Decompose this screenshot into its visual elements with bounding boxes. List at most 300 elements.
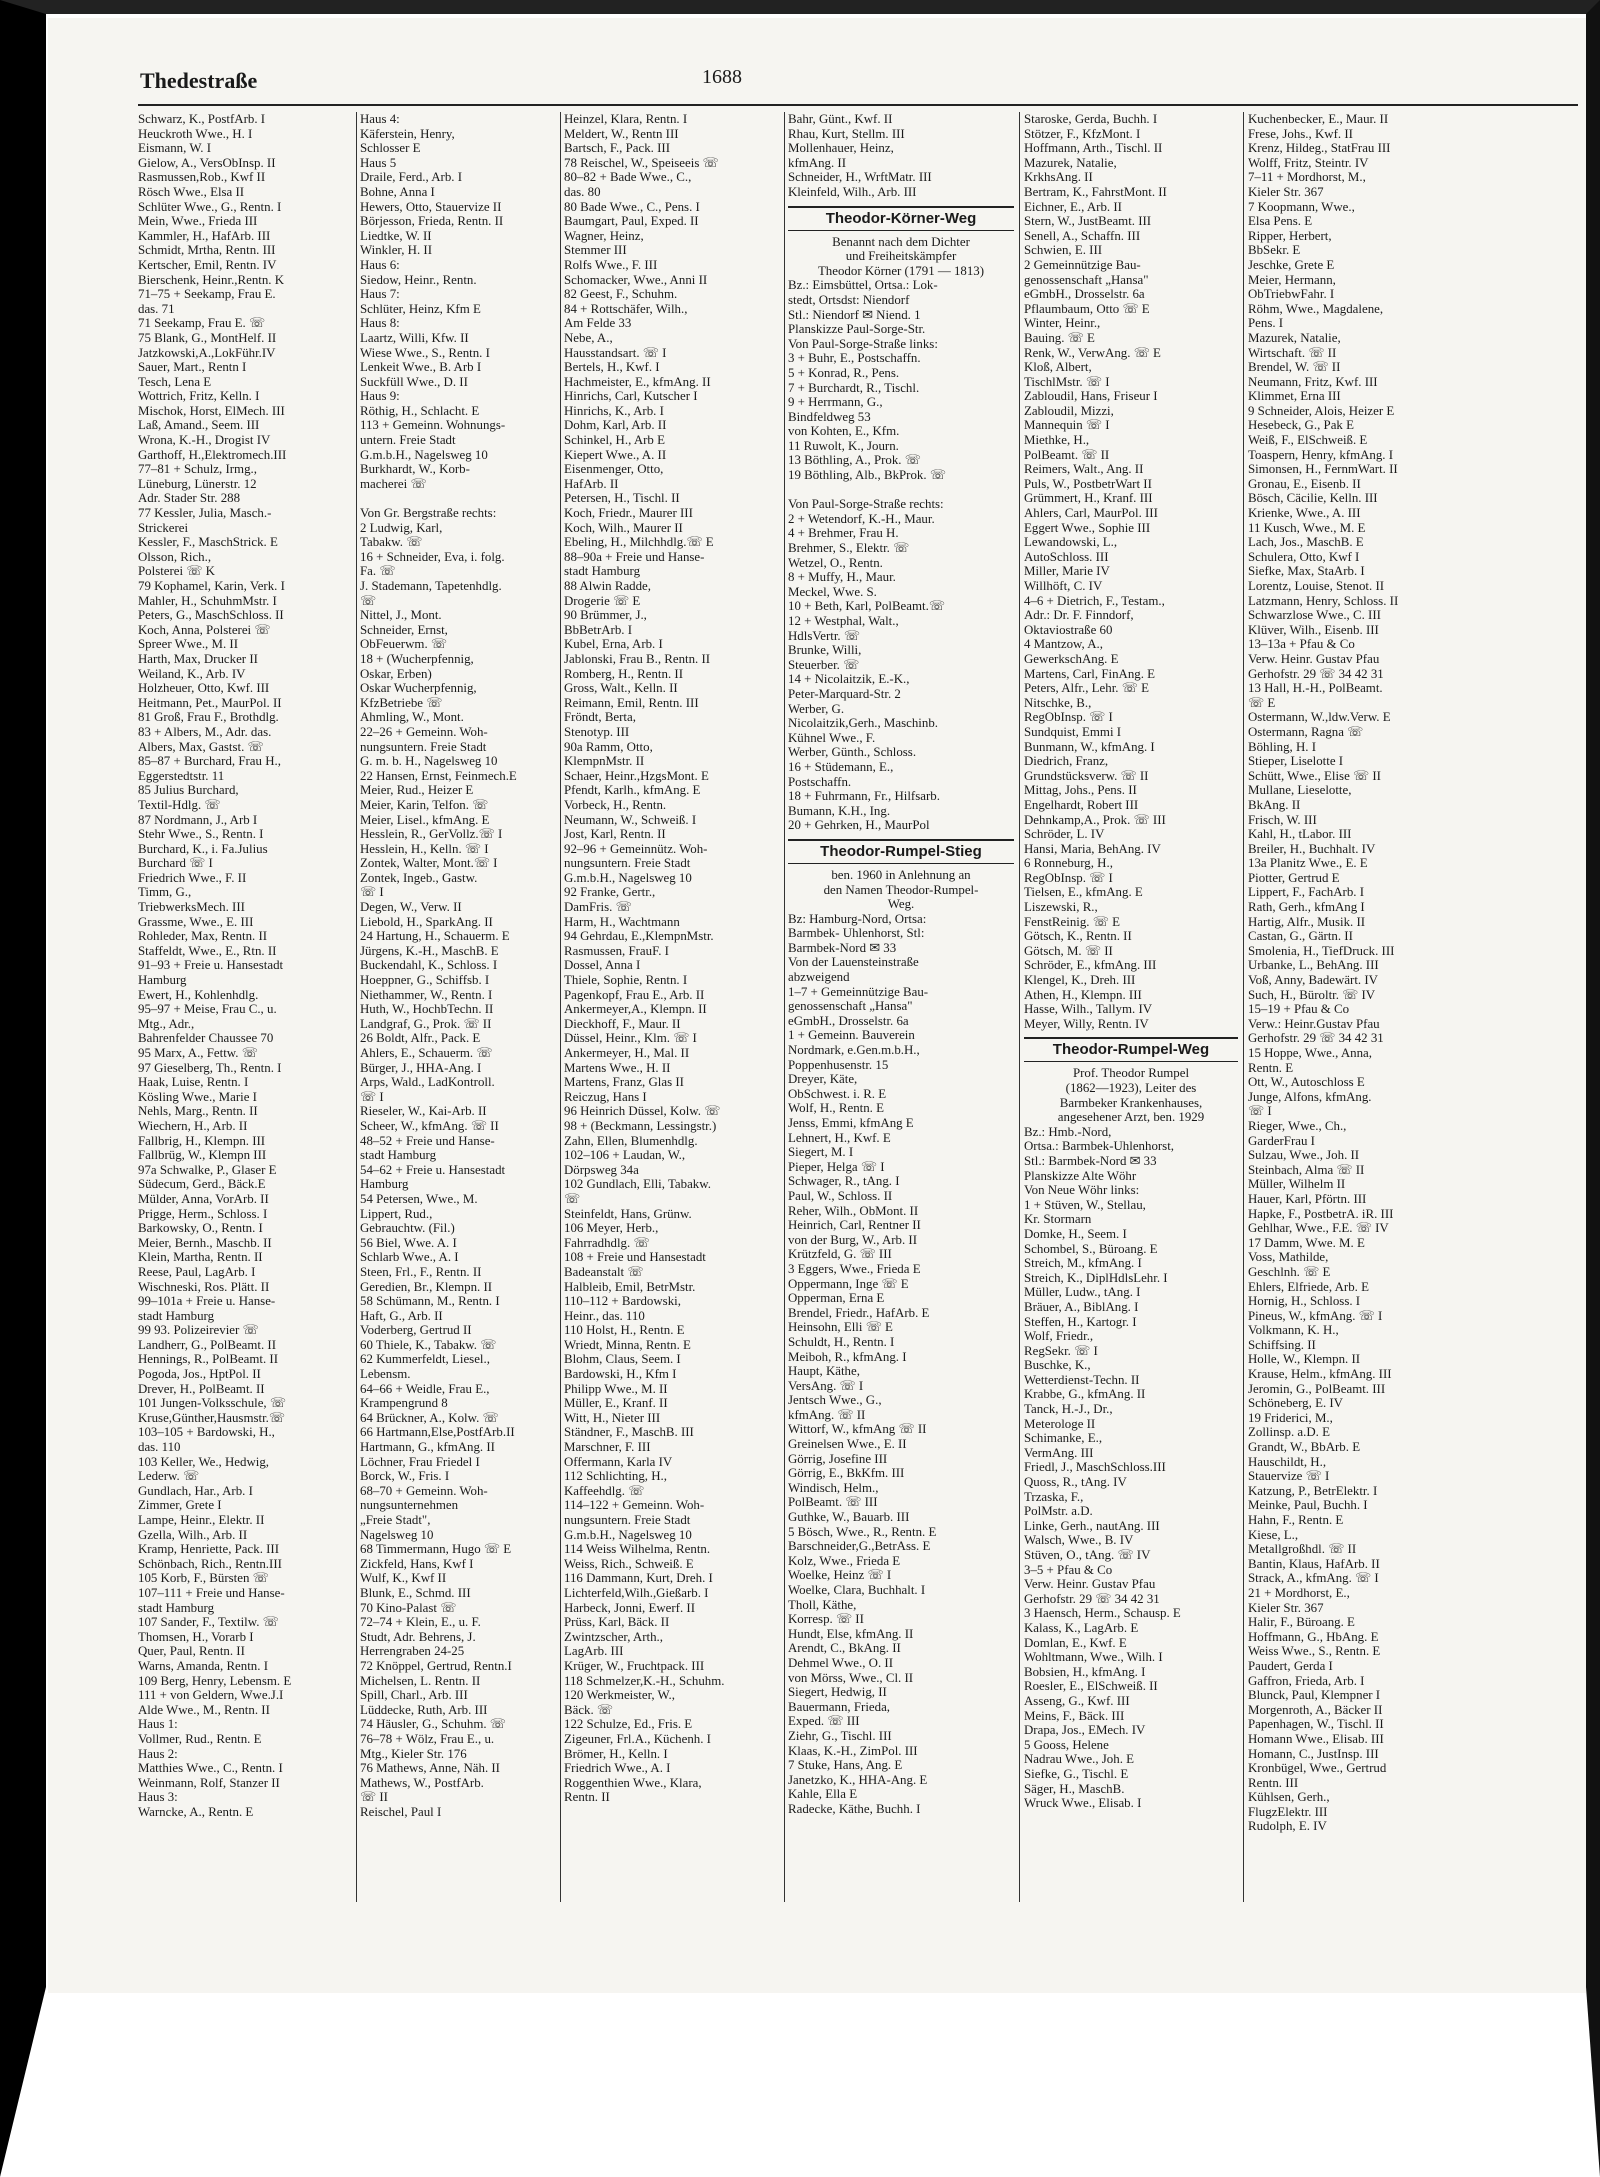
directory-entry: 111 + von Geldern, Wwe.J.I	[138, 1688, 284, 1703]
directory-entry: Bobsien, H., kfmAng. I	[1024, 1664, 1146, 1679]
column-divider	[784, 112, 785, 1902]
directory-entry: 94 Gehrdau, E.,KlempnMstr.	[564, 929, 714, 944]
directory-entry: Dörpsweg 34a	[564, 1162, 639, 1177]
directory-entry: Mollenhauer, Heinz,	[788, 141, 894, 156]
directory-entry: Romberg, H., Rentn. II	[564, 666, 683, 681]
directory-entry: Stern, W., JustBeamt. III	[1024, 214, 1152, 229]
directory-entry: Mischok, Horst, ElMech. III	[138, 403, 285, 418]
directory-entry: Renk, W., VerwAng. ☏ E	[1024, 345, 1161, 360]
directory-entry: Liebold, H., SparkAng. II	[360, 914, 493, 929]
directory-entry: Siefke, G., Tischl. E	[1024, 1766, 1129, 1781]
directory-entry: Burchard, K., i. Fa.Julius	[138, 841, 268, 856]
column-divider	[356, 112, 357, 1902]
directory-entry: Geredien, Br., Klempn. II	[360, 1279, 493, 1294]
directory-entry: 5 Gooss, Helene	[1024, 1737, 1109, 1752]
directory-entry: Lampe, Heinr., Elektr. II	[138, 1513, 265, 1527]
directory-entry: Puls, W., PostbetrWart II	[1024, 476, 1152, 491]
directory-entry: Zimmer, Grete I	[138, 1498, 222, 1513]
directory-entry: Wrona, K.-H., Drogist IV	[138, 433, 271, 448]
directory-entry: Krause, Helm., kfmAng. III	[1248, 1367, 1392, 1382]
directory-entry: Spill, Charl., Arb. III	[360, 1688, 468, 1703]
directory-entry: 17 Damm, Wwe. M. E	[1248, 1235, 1365, 1250]
directory-entry: Frisch, W. III	[1248, 812, 1317, 827]
directory-entry: Kleinfeld, Wilh., Arb. III	[788, 184, 917, 199]
directory-entry: Heinrich, Carl, Rentner II	[788, 1218, 921, 1233]
directory-entry: 3 Haensch, Herm., Schausp. E	[1024, 1606, 1181, 1621]
directory-entry: Weinmann, Rolf, Stanzer II	[138, 1775, 280, 1790]
directory-entry: Voss, Mathilde,	[1248, 1250, 1329, 1265]
directory-entry: 112 Schlichting, H.,	[564, 1469, 667, 1484]
directory-entry: Käferstein, Henry,	[360, 126, 455, 141]
directory-entry: 103–105 + Bardowski, H.,	[138, 1425, 275, 1440]
directory-entry: Kieler Str. 367	[1248, 184, 1324, 199]
directory-entry: 98 + (Beckmann, Lessingstr.)	[564, 1118, 717, 1133]
directory-entry: Willhöft, C. IV	[1024, 579, 1103, 593]
directory-entry: Bantin, Klaus, HafArb. II	[1248, 1556, 1380, 1571]
street-description: Theodor Körner (1791 — 1813)	[817, 263, 985, 278]
directory-entry: Vollmer, Rud., Rentn. E	[138, 1731, 262, 1746]
directory-entry: 97a Schwalke, P., Glaser E	[138, 1162, 277, 1177]
directory-entry: Meier, Bernh., Maschb. II	[138, 1235, 272, 1250]
directory-entry: Hinrichs, K., Arb. I	[564, 403, 664, 418]
directory-entry: Mullane, Lieselotte,	[1248, 783, 1352, 798]
directory-entry: 77–81 + Schulz, Irmg.,	[138, 462, 257, 477]
directory-entry: Koch, Wilh., Maurer II	[564, 520, 683, 535]
directory-entry: Mülder, Anna, VorArb. II	[138, 1191, 269, 1206]
directory-entry: stedt, Ortsdst: Niendorf	[788, 292, 910, 307]
directory-entry: Spreer Wwe., M. II	[138, 637, 238, 652]
directory-entry: Rentn. III	[1248, 1775, 1299, 1790]
directory-entry: kfmAng. ☏ II	[788, 1407, 866, 1422]
directory-entry: stadt Hamburg	[360, 1148, 437, 1163]
directory-entry: Gebrauchtw. (Fil.)	[360, 1221, 455, 1236]
directory-entry: Wriedt, Minna, Rentn. E	[564, 1337, 691, 1352]
directory-entry: Bahr, Günt., Kwf. II	[788, 112, 893, 126]
directory-entry: untern. Freie Stadt	[360, 433, 456, 448]
directory-entry: 7 Stuke, Hans, Ang. E	[788, 1758, 903, 1773]
directory-entry: Mtg., Adr.,	[138, 1016, 195, 1031]
directory-entry: 1–7 + Gemeinnützige Bau-	[788, 984, 929, 999]
directory-entry: Haus 3:	[138, 1790, 178, 1805]
directory-entry: Strickerei	[138, 520, 189, 535]
directory-entry: 118 Schmelzer,K.-H., Schuhm.	[564, 1673, 725, 1688]
directory-entry: Bz: Hamburg-Nord, Ortsa:	[788, 911, 927, 926]
directory-entry: 108 + Freie und Hansestadt	[564, 1250, 706, 1265]
directory-entry: Planskizze Paul-Sorge-Str.	[788, 322, 926, 337]
directory-entry: Weiland, K., Arb. IV	[138, 666, 246, 681]
directory-entry: Bösch, Cäcilie, Kelln. III	[1248, 491, 1378, 506]
directory-entry: Burkhardt, W., Korb-	[360, 462, 470, 477]
directory-entry: Wottrich, Fritz, Kelln. I	[138, 389, 260, 404]
directory-entry: Meier, Hermann,	[1248, 272, 1336, 287]
directory-entry: Planskizze Alte Wöhr	[1024, 1168, 1137, 1183]
directory-entry: Lenkeit Wwe., B. Arb I	[360, 360, 482, 375]
directory-entry: Timm, G.,	[138, 885, 192, 900]
directory-entry: RegObInsp. ☏ I	[1024, 710, 1113, 725]
directory-entry: eGmbH., Drosselstr. 6a	[1024, 287, 1145, 302]
directory-entry: 26 Boldt, Alfr., Pack. E	[360, 1031, 481, 1046]
directory-entry: nungsuntern. Freie Stadt	[564, 856, 691, 871]
directory-entry: 76–78 + Wölz, Frau E., u.	[360, 1731, 495, 1746]
directory-entry: Bertels, H., Kwf. I	[564, 360, 660, 375]
directory-entry: Jeromin, G., PolBeamt. III	[1248, 1381, 1386, 1396]
directory-entry: Paul, W., Schloss. II	[788, 1188, 893, 1203]
directory-entry: 120 Werkmeister, W.,	[564, 1688, 675, 1703]
directory-entry: Schwager, R., tAng. I	[788, 1174, 900, 1189]
directory-entry: Bardowski, H., Kfm I	[564, 1367, 677, 1382]
directory-entry: Peters, Alfr., Lehr. ☏ E	[1024, 681, 1149, 696]
directory-entry: Heinzel, Klara, Rentn. I	[564, 112, 688, 126]
directory-entry: 16 + Stüdemann, E.,	[788, 759, 894, 774]
directory-entry: 13 Böthling, A., Prok. ☏	[788, 453, 921, 468]
directory-entry: Rath, Gerh., kfmAng I	[1248, 900, 1365, 915]
directory-entry: Harm, H., Wachtmann	[564, 914, 680, 929]
directory-entry: Castan, G., Gärtn. II	[1248, 929, 1353, 944]
directory-entry: Studt, Adr. Behrens, J.	[360, 1629, 476, 1644]
directory-entry: Kertscher, Emil, Rentn. IV	[138, 257, 277, 272]
directory-entry: Hennings, R., PolBeamt. II	[138, 1352, 278, 1367]
directory-entry: Reimers, Walt., Ang. II	[1024, 462, 1144, 477]
directory-entry: Hewers, Otto, Stauervize II	[360, 199, 502, 214]
directory-entry: Stötzer, F., KfzMont. I	[1024, 126, 1141, 141]
directory-entry: Bierschenk, Heinr.,Rentn. K	[138, 272, 285, 287]
directory-entry: 91–93 + Freie u. Hansestadt	[138, 958, 284, 973]
directory-entry: Bertram, K., FahrstMont. II	[1024, 184, 1167, 199]
directory-entry: das. 71	[138, 301, 175, 316]
directory-entry: 110 Holst, H., Rentn. E	[564, 1323, 685, 1338]
directory-entry: eGmbH., Drosselstr. 6a	[788, 1013, 909, 1028]
directory-entry: Adr. Stader Str. 288	[138, 491, 241, 506]
directory-entry: 15 Hoppe, Wwe., Anna,	[1248, 1046, 1372, 1060]
directory-entry: Rolfs Wwe., F. III	[564, 257, 658, 272]
directory-entry: von der Burg, W., Arb. II	[788, 1232, 918, 1247]
directory-entry: Pogoda, Jos., HptPol. II	[138, 1367, 261, 1382]
directory-entry: Löchner, Frau Friedel I	[360, 1454, 480, 1469]
directory-entry: 88–90a + Freie und Hanse-	[564, 549, 705, 564]
directory-entry: 70 Kino-Palast ☏	[360, 1600, 457, 1615]
directory-entry: Lippert, F., FachArb. I	[1248, 885, 1365, 900]
directory-entry: Grassme, Wwe., E. III	[138, 914, 254, 929]
directory-entry: 107 Sander, F., Textilw. ☏	[138, 1615, 279, 1630]
directory-entry: 56 Biel, Wwe. A. I	[360, 1235, 457, 1250]
directory-entry: Reischel, Paul I	[360, 1804, 442, 1819]
directory-entry: Huth, W., HochbTechn. II	[360, 1002, 494, 1017]
directory-entry: KlempnMstr. II	[564, 754, 645, 769]
directory-entry: Mahler, H., SchuhmMstr. I	[138, 593, 277, 608]
directory-entry: Lebensm.	[360, 1367, 411, 1382]
directory-entry: Meckel, Wwe. S.	[788, 584, 877, 599]
directory-entry: Reese, Paul, LagArb. I	[138, 1264, 256, 1279]
directory-entry: Schuldt, H., Rentn. I	[788, 1334, 895, 1349]
directory-entry: Müller, Ludw., tAng. I	[1024, 1285, 1141, 1300]
directory-entry: 9 Schneider, Alois, Heizer E	[1248, 403, 1395, 418]
directory-entry: Sundquist, Emmi I	[1024, 724, 1122, 739]
directory-entry: Janetzko, K., HHA-Ang. E	[788, 1772, 928, 1787]
directory-entry: 18 + (Wucherpfennig,	[360, 651, 474, 666]
directory-entry: Mein, Wwe., Frieda III	[138, 214, 258, 229]
directory-entry: 75 Blank, G., MontHelf. II	[138, 330, 277, 345]
directory-entry: 102 Gundlach, Elli, Tabakw.	[564, 1177, 711, 1192]
directory-entry: Düssel, Heinr., Klm. ☏ I	[564, 1031, 697, 1046]
directory-entry: Schmidt, Mrtha, Rentn. III	[138, 243, 276, 258]
directory-entry: Hahn, F., Rentn. E	[1248, 1513, 1344, 1527]
directory-entry: 54 Petersen, Wwe., M.	[360, 1191, 478, 1206]
directory-entry: Borck, W., Fris. I	[360, 1469, 450, 1484]
directory-entry: Mathews, W., PostfArb.	[360, 1775, 484, 1790]
directory-entry: Staffeldt, Wwe., E., Rtn. II	[138, 943, 277, 958]
directory-entry: 101 Jungen-Volksschule, ☏	[138, 1396, 287, 1411]
directory-entry: 20 + Gehrken, H., MaurPol	[788, 818, 930, 833]
directory-entry: Burchard ☏ I	[138, 856, 213, 871]
directory-entry: Reimann, Emil, Rentn. III	[564, 695, 699, 710]
directory-entry: 82 Geest, F., Schuhm.	[564, 287, 678, 302]
directory-entry: Meterologe II	[1024, 1416, 1096, 1431]
directory-entry: TriebwerksMech. III	[138, 900, 245, 915]
directory-entry: Holzheuer, Otto, Kwf. III	[138, 681, 270, 696]
directory-entry: Radecke, Käthe, Buchh. I	[788, 1801, 921, 1816]
directory-entry: Buckendahl, K., Schloss. I	[360, 958, 498, 973]
street-description: Prof. Theodor Rumpel	[1072, 1066, 1190, 1081]
directory-entry: Dossel, Anna I	[564, 958, 641, 973]
directory-entry: Kronbügel, Wwe., Gertrud	[1248, 1761, 1387, 1776]
directory-entry: 64 Brückner, A., Kolw. ☏	[360, 1410, 499, 1425]
directory-entry: Laartz, Willi, Kfw. II	[360, 330, 469, 345]
directory-entry: Dreyer, Käte,	[788, 1072, 858, 1087]
directory-entry: Halir, F., Büroang. E	[1248, 1615, 1355, 1630]
directory-entry: Bumann, K.H., Ing.	[788, 803, 891, 818]
directory-entry: Koch, Anna, Polsterei ☏	[138, 622, 271, 637]
directory-entry: Meins, F., Bäck. III	[1024, 1708, 1125, 1723]
directory-entry: Haus 9:	[360, 389, 400, 404]
directory-entry: 3 + Buhr, E., Postschaffn.	[788, 351, 921, 366]
directory-entry: 7–11 + Mordhorst, M.,	[1248, 170, 1366, 185]
directory-entry: 19 Friderici, M.,	[1248, 1410, 1333, 1425]
directory-entry: 107–111 + Freie und Hanse-	[138, 1585, 285, 1600]
directory-entry: Hoffmann, G., HbAng. E	[1248, 1629, 1379, 1644]
directory-entry: Schneider, H., WrftMatr. III	[788, 170, 932, 185]
directory-entry: Eisenmenger, Otto,	[564, 462, 664, 477]
directory-entry: Hartmann, G., kfmAng. II	[360, 1440, 495, 1455]
directory-entry: Lewandowski, L.,	[1024, 535, 1118, 550]
directory-entry: Strack, A., kfmAng. ☏ I	[1248, 1571, 1379, 1586]
directory-entry: Badeanstalt ☏	[564, 1264, 644, 1279]
directory-entry: Thiele, Sophie, Rentn. I	[564, 973, 688, 988]
directory-entry: Harbeck, Jonni, Ewerf. II	[564, 1600, 696, 1615]
directory-entry: Postschaffn.	[788, 774, 852, 789]
directory-entry: 105 Korb, F., Bürsten ☏	[138, 1571, 269, 1586]
street-description: Benannt nach dem Dichter	[832, 234, 970, 249]
directory-entry: 106 Meyer, Herb.,	[564, 1221, 659, 1236]
directory-entry: Woelke, Heinz ☏ I	[788, 1568, 892, 1583]
directory-entry: Stauervize ☏ I	[1248, 1469, 1330, 1484]
directory-entry: Schlosser E	[360, 141, 421, 156]
directory-entry: Heuckroth Wwe., H. I	[138, 126, 253, 141]
directory-entry: 72–74 + Klein, E., u. F.	[360, 1615, 481, 1630]
directory-entry: 90a Ramm, Otto,	[564, 739, 653, 754]
column-divider	[560, 112, 561, 1902]
directory-entry: Haus 2:	[138, 1746, 178, 1761]
directory-entry: HdlsVertr. ☏	[788, 628, 860, 643]
directory-entry: Smolenia, H., TiefDruck. III	[1248, 943, 1395, 958]
directory-entry: Hoeppner, G., Schiffsb. I	[360, 973, 490, 988]
directory-entry: ☏ I	[360, 1089, 384, 1104]
directory-entry: Kaffeehdlg. ☏	[564, 1483, 645, 1498]
directory-entry: Miethke, H.,	[1024, 433, 1090, 448]
directory-entry: Klaas, K.-H., ZimPol. III	[788, 1743, 918, 1758]
directory-entry: Meiboh, R., kfmAng. I	[788, 1349, 907, 1364]
street-heading: Theodor-Rumpel-Stieg	[788, 839, 1014, 864]
directory-entry: Vorbeck, H., Rentn.	[564, 797, 667, 812]
directory-entry: Werber, Günth., Schloss.	[788, 745, 917, 760]
directory-entry: Schwarz, K., PostfArb. I	[138, 112, 266, 126]
directory-entry: Gerhofstr. 29 ☏ 34 42 31	[1248, 1031, 1384, 1046]
directory-entry: Schöneberg, E. IV	[1248, 1396, 1343, 1411]
directory-entry: Staroske, Gerda, Buchh. I	[1024, 112, 1158, 126]
directory-entry: das. 80	[564, 184, 601, 199]
directory-entry: 66 Hartmann,Else,PostfArb.II	[360, 1425, 515, 1440]
directory-entry: Haupt, Käthe,	[788, 1364, 860, 1379]
directory-entry: Rhau, Kurt, Stellm. III	[788, 126, 905, 141]
directory-entry: Polsterei ☏ K	[138, 564, 215, 579]
directory-entry: Gehlhar, Wwe., F.E. ☏ IV	[1248, 1221, 1389, 1236]
directory-entry: Paudert, Gerda I	[1248, 1658, 1333, 1673]
directory-entry: Stehr Wwe., S., Rentn. I	[138, 827, 264, 842]
directory-entry: Siefke, Max, StaArb. I	[1248, 564, 1365, 579]
directory-entry: AutoSchloss. III	[1024, 549, 1109, 564]
directory-entry: Miller, Marie IV	[1024, 564, 1110, 579]
directory-entry: 9 + Herrmann, G.,	[788, 395, 883, 410]
directory-entry: Weiss, Rich., Schweiß. E	[564, 1556, 694, 1571]
directory-entry: Meier, Lisel., kfmAng. E	[360, 812, 490, 827]
directory-entry: ObFeuerwm. ☏	[360, 637, 448, 652]
directory-entry: Winter, Heinr.,	[1024, 316, 1101, 331]
directory-entry: Schwarzlose Wwe., C. III	[1248, 608, 1381, 623]
directory-entry: stadt Hamburg	[138, 1600, 215, 1615]
directory-entry: Barkowsky, O., Rentn. I	[138, 1221, 263, 1236]
directory-entry: 1 + Stüven, W., Stellau,	[1024, 1197, 1146, 1212]
directory-entry: Engelhardt, Robert III	[1024, 797, 1139, 812]
directory-entry: Grundstücksverw. ☏ II	[1024, 768, 1149, 783]
directory-entry: Krampengrund 8	[360, 1396, 448, 1411]
directory-entry: Klüver, Wilh., Eisenb. III	[1248, 622, 1379, 637]
directory-entry: Guthke, W., Bauarb. III	[788, 1510, 910, 1525]
directory-entry: Meier, Rud., Heizer E	[360, 783, 474, 798]
directory-entry: Offermann, Karla IV	[564, 1454, 673, 1469]
directory-entry: Ripper, Herbert,	[1248, 228, 1332, 243]
directory-entry: Ahmling, W., Mont.	[360, 710, 464, 725]
directory-entry: Zontek, Walter, Mont.☏ I	[360, 856, 498, 871]
directory-entry: Schwien, E. III	[1024, 243, 1103, 258]
directory-entry: 80 Bade Wwe., C., Pens. I	[564, 199, 700, 214]
directory-entry: Pagenkopf, Frau E., Arb. II	[564, 987, 705, 1002]
directory-entry: Lüddecke, Ruth, Arb. III	[360, 1702, 488, 1717]
directory-entry: Steen, Frl., F., Rentn. II	[360, 1264, 482, 1279]
directory-entry: G.m.b.H., Nagelsweg 10	[564, 1527, 692, 1542]
directory-entry: Blunk, E., Schmd. III	[360, 1585, 471, 1600]
directory-entry: 11 Ruwolt, K., Journ.	[788, 438, 899, 453]
directory-entry: Draile, Ferd., Arb. I	[360, 170, 463, 185]
directory-entry: J. Stademann, Tapetenhdlg.	[360, 579, 502, 593]
directory-entry: Niethammer, W., Rentn. I	[360, 987, 493, 1002]
directory-entry: Lüneburg, Lünerstr. 12	[138, 476, 257, 491]
directory-column-4	[788, 112, 1014, 1907]
directory-entry: Mazurek, Natalie,	[1248, 330, 1341, 345]
directory-entry: Hachmeister, E., kfmAng. II	[564, 374, 711, 389]
directory-entry: Dohm, Karl, Arb. II	[564, 418, 667, 433]
street-description: und Freiheitskämpfer	[845, 249, 957, 264]
directory-entry: 77 Kessler, Julia, Masch.-	[138, 506, 272, 521]
directory-entry: Zabloudil, Mizzi,	[1024, 403, 1114, 418]
directory-entry: Mannequin ☏ I	[1024, 418, 1110, 433]
directory-entry: Voderberg, Gertrud II	[360, 1323, 472, 1338]
directory-entry: 88 Alwin Radde,	[564, 579, 652, 593]
directory-entry: Fröndt, Berta,	[564, 710, 636, 725]
directory-entry: Jenss, Emmi, kfmAng E	[788, 1116, 914, 1130]
directory-entry: Papenhagen, W., Tischl. II	[1248, 1717, 1384, 1732]
directory-entry: Eismann, W. I	[138, 141, 212, 156]
directory-entry: Kühnel Wwe., F.	[788, 730, 876, 745]
directory-entry: Homann, C., JustInsp. III	[1248, 1746, 1379, 1761]
directory-entry: 81 Groß, Frau F., Brothdlg.	[138, 710, 279, 725]
directory-entry: Nehls, Marg., Rentn. II	[138, 1104, 258, 1119]
directory-entry: 87 Nordmann, J., Arb I	[138, 812, 258, 827]
directory-entry: Ehlers, Elfriede, Arb. E	[1248, 1279, 1369, 1294]
directory-entry	[360, 491, 556, 506]
directory-entry: 90 Brümmer, J.,	[564, 608, 647, 623]
directory-entry: 2 Ludwig, Karl,	[360, 520, 443, 535]
directory-entry: 3 Eggers, Wwe., Frieda E	[788, 1261, 921, 1276]
directory-entry: 13a Planitz Wwe., E. E	[1248, 856, 1368, 871]
directory-entry: 11 Kusch, Wwe., M. E	[1248, 520, 1366, 535]
directory-entry: 24 Hartung, H., Schauerm. E	[360, 929, 510, 944]
directory-entry: Brömer, H., Kelln. I	[564, 1746, 668, 1761]
street-heading: Theodor-Körner-Weg	[788, 206, 1014, 231]
directory-entry: Hauer, Karl, Pförtn. III	[1248, 1191, 1367, 1206]
directory-entry: Herrengraben 24-25	[360, 1644, 465, 1659]
directory-entry: Wulf, K., Kwf II	[360, 1571, 447, 1586]
directory-entry: Heinr., das. 110	[564, 1308, 645, 1323]
directory-entry: Landgraf, G., Prok. ☏ II	[360, 1016, 492, 1031]
directory-entry: Dehnkamp,A., Prok. ☏ III	[1024, 812, 1166, 827]
directory-entry: 54–62 + Freie u. Hansestadt	[360, 1162, 506, 1177]
directory-entry: Von Paul-Sorge-Straße rechts:	[788, 497, 944, 512]
directory-entry: Domke, H., Seem. I	[1024, 1226, 1127, 1241]
directory-entry: ☏ I	[1248, 1104, 1272, 1119]
directory-entry: Zabloudil, Hans, Friseur I	[1024, 389, 1158, 404]
directory-entry: ObSchwest. i. R. E	[788, 1086, 887, 1101]
directory-entry: Ankermeyer, H., Mal. II	[564, 1046, 690, 1060]
directory-entry: 18 + Fuhrmann, Fr., Hilfsarb.	[788, 789, 940, 804]
directory-entry: Kahl, H., tLabor. III	[1248, 827, 1352, 842]
directory-entry: Schlüter, Heinz, Kfm E	[360, 301, 481, 316]
directory-entry: Gielow, A., VersObInsp. II	[138, 155, 276, 170]
directory-entry: Rieseler, W., Kai-Arb. II	[360, 1104, 487, 1119]
street-description: ben. 1960 in Anlehnung an	[831, 867, 971, 882]
directory-entry: Sulzau, Wwe., Joh. II	[1248, 1148, 1360, 1163]
directory-entry: Hartig, Alfr., Musik. II	[1248, 914, 1366, 929]
directory-entry: Brendel, W. ☏ II	[1248, 360, 1341, 375]
page-header	[92, 62, 1552, 92]
directory-entry: Friedrich Wwe., F. II	[138, 870, 247, 885]
directory-entry: 85–87 + Burchard, Frau H.,	[138, 754, 281, 769]
directory-entry: Fahrradhdlg. ☏	[564, 1235, 650, 1250]
directory-entry: Neumann, W., Schweiß. I	[564, 812, 697, 827]
directory-column-3	[564, 112, 780, 1907]
directory-entry: Kubel, Erna, Arb. I	[564, 637, 663, 652]
directory-entry: Diedrich, Franz,	[1024, 754, 1109, 769]
directory-entry: Winkler, H. II	[360, 243, 432, 258]
directory-entry: Ostermann, Ragna ☏	[1248, 724, 1364, 739]
